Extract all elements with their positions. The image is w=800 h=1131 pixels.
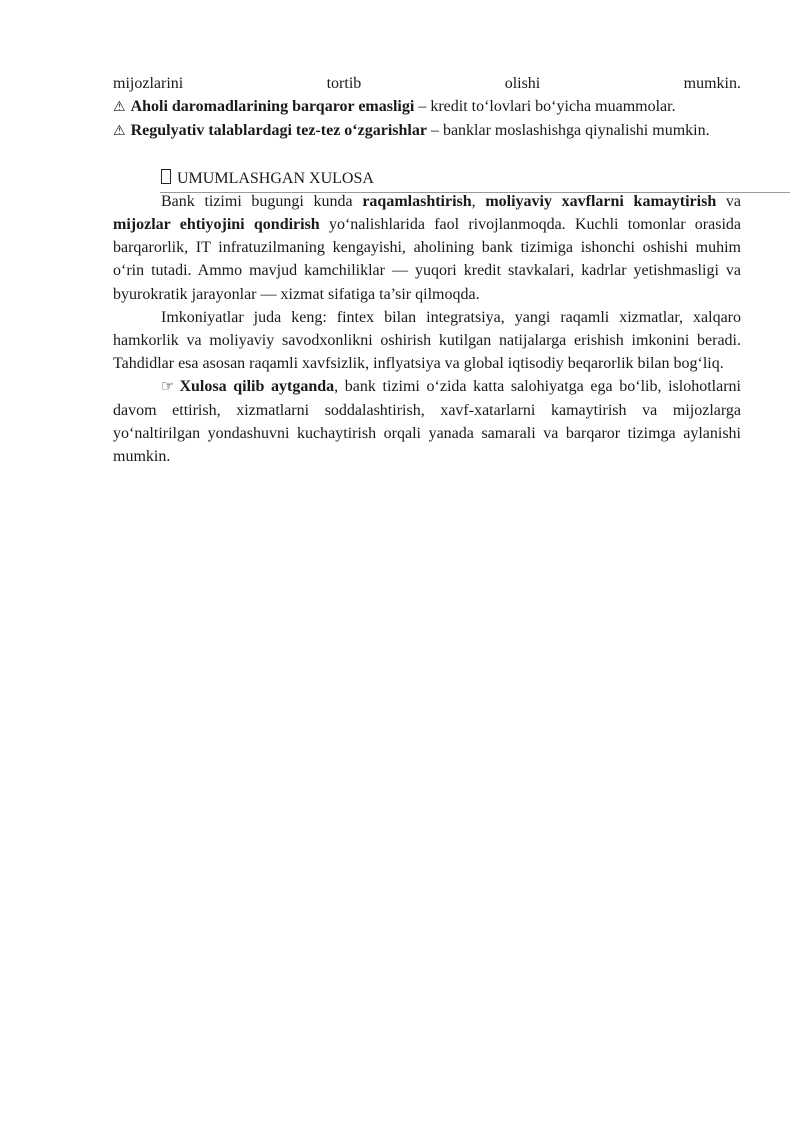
bold-term: mijozlar ehtiyojini qondirish (113, 216, 320, 234)
paragraph-summary (113, 190, 741, 306)
risk-title: Regulyativ talablardagi tez-tez o‘zgarishlar (130, 122, 427, 140)
risk-title: Aholi daromadlarining barqaror emasligi (130, 98, 415, 116)
paragraph-conclusion (113, 375, 741, 468)
bold-term: Xulosa qilib aytganda (179, 378, 335, 396)
text-run: va (716, 192, 741, 210)
risk-text: – banklar moslashishga qiynalishi mumkin. (426, 122, 710, 140)
section-title: UMUMLASHGAN XULOSA (177, 169, 374, 187)
risk-item-income (113, 95, 741, 119)
paragraph-opportunities: Imkoniyatlar juda keng: fintex bilan integratsiya, yangi raqamli xizmatlar, xalqaro hamkorlik va moliyaviy savodxonlikni oshirish kutilgan natijalarga erishish imkonini beradi. Tahdidlar esa asosan raqamli xavfsizlik, inflyatsiya va global iqtisodiy beqarorlik bilan bog‘liq. (113, 308, 741, 373)
risk-text: – kredit to‘lovlari bo‘yicha muammolar. (414, 98, 676, 116)
intro-line: mijozlarini tortib olishi mumkin. (113, 75, 741, 92)
bold-term: raqamlashtirish (362, 192, 472, 210)
text-run: , (471, 192, 486, 210)
warning-icon: ⚠ (113, 99, 126, 116)
text-run: yo‘nalishlarida faol rivojlanmoqda. Kuchli tomonlar orasida barqarorlik, IT infratuzilmaning kengayishi, aholining bank tizimiga ishonchi oshishi muhim o‘rin tutadi. Ammo mavjud kamchiliklar — yuqori kredit stavkalari, kadrlar yetishmasligi va byurokratik jarayonlar — xizmat sifatiga ta’sir qilmoqda. (113, 216, 741, 303)
text-run: Bank tizimi bugungi kunda (161, 192, 363, 210)
bold-term: moliyaviy xavflarni kamaytirish (485, 192, 717, 210)
pointing-hand-icon: ☞ (161, 377, 175, 396)
section-heading (113, 167, 741, 190)
warning-icon: ⚠ (113, 123, 126, 140)
checkbox-icon (161, 169, 171, 184)
text-run: , bank tizimi o‘zida katta salohiyatga ega bo‘lib, islohotlarni davom ettirish, xizmatlarni soddalashtirish, xavf-xatarlarni kamaytirish va mijozlarga yo‘naltirilgan yondashuvni kuchaytirish orqali yanada samarali va barqaror tizimga aylanishi mumkin. (113, 378, 741, 466)
risk-item-regulation (113, 119, 741, 143)
document-page (113, 72, 741, 468)
